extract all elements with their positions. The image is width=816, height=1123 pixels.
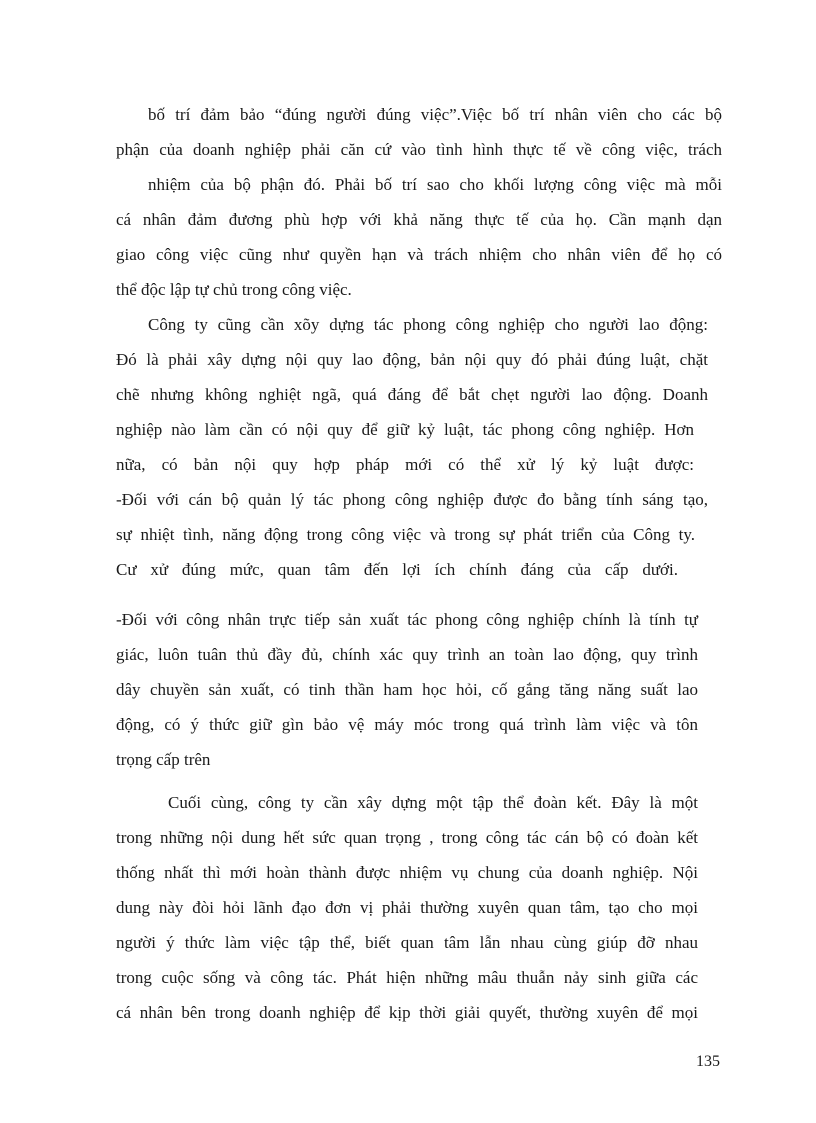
text-line: cá nhân đảm đương phù hợp với khả năng thực tế của họ. Cần mạnh dạn — [116, 210, 722, 229]
text-line: dây chuyền sản xuất, có tinh thần ham học hỏi, cố gắng tăng năng suất lao — [116, 680, 698, 699]
text-line: trong những nội dung hết sức quan trọng , trong công tác cán bộ có đoàn kết — [116, 828, 698, 847]
text-line: nhiệm của bộ phận đó. Phải bố trí sao cho khối lượng công việc mà mỗi — [148, 175, 722, 194]
text-line: nghiệp nào làm cần có nội quy để giữ kỷ luật, tác phong công nghiệp. Hơn — [116, 420, 694, 439]
text-line: người ý thức làm việc tập thể, biết quan tâm lẫn nhau cùng giúp đỡ nhau — [116, 933, 698, 952]
text-line: trọng cấp trên — [116, 750, 211, 769]
text-line: sự nhiệt tình, năng động trong công việc và trong sự phát triển của Công ty. — [116, 525, 695, 544]
text-line: giác, luôn tuân thủ đầy đủ, chính xác quy trình an toàn lao động, quy trình — [116, 645, 698, 664]
text-line: Công ty cũng cần xõy dựng tác phong công nghiệp cho người lao động: — [148, 315, 708, 334]
text-line: phận của doanh nghiệp phải căn cứ vào tình hình thực tế về công việc, trách — [116, 140, 722, 159]
text-line: nữa, có bản nội quy hợp pháp mới có thể xử lý kỷ luật được: — [116, 455, 694, 474]
text-line: cá nhân bên trong doanh nghiệp để kịp thời giải quyết, thường xuyên để mọi — [116, 1003, 698, 1022]
text-line: trong cuộc sống và công tác. Phát hiện những mâu thuẫn nảy sinh giữa các — [116, 968, 698, 987]
text-line: động, có ý thức giữ gìn bảo vệ máy móc trong quá trình làm việc và tôn — [116, 715, 698, 734]
text-line: -Đối với công nhân trực tiếp sản xuất tác phong công nghiệp chính là tính tự — [116, 610, 698, 629]
text-line: Cuối cùng, công ty cần xây dựng một tập thể đoàn kết. Đây là một — [168, 793, 698, 812]
text-line: thể độc lập tự chủ trong công việc. — [116, 280, 352, 299]
page-number: 135 — [696, 1053, 720, 1070]
text-line: dung này đòi hỏi lãnh đạo đơn vị phải thường xuyên quan tâm, tạo cho mọi — [116, 898, 698, 917]
text-line: thống nhất thì mới hoàn thành được nhiệm vụ chung của doanh nghiệp. Nội — [116, 863, 698, 882]
text-line: chẽ nhưng không nghiệt ngã, quá đáng để bắt chẹt người lao động. Doanh — [116, 385, 708, 404]
text-line: giao công việc cũng như quyền hạn và trách nhiệm cho nhân viên để họ có — [116, 245, 722, 264]
text-line: bố trí đảm bảo “đúng người đúng việc”.Việc bố trí nhân viên cho các bộ — [148, 105, 722, 124]
text-line: Đó là phải xây dựng nội quy lao động, bản nội quy đó phải đúng luật, chặt — [116, 350, 708, 369]
text-line: Cư xử đúng mức, quan tâm đến lợi ích chính đáng của cấp dưới. — [116, 560, 678, 579]
text-line: -Đối với cán bộ quản lý tác phong công nghiệp được đo bằng tính sáng tạo, — [116, 490, 708, 509]
